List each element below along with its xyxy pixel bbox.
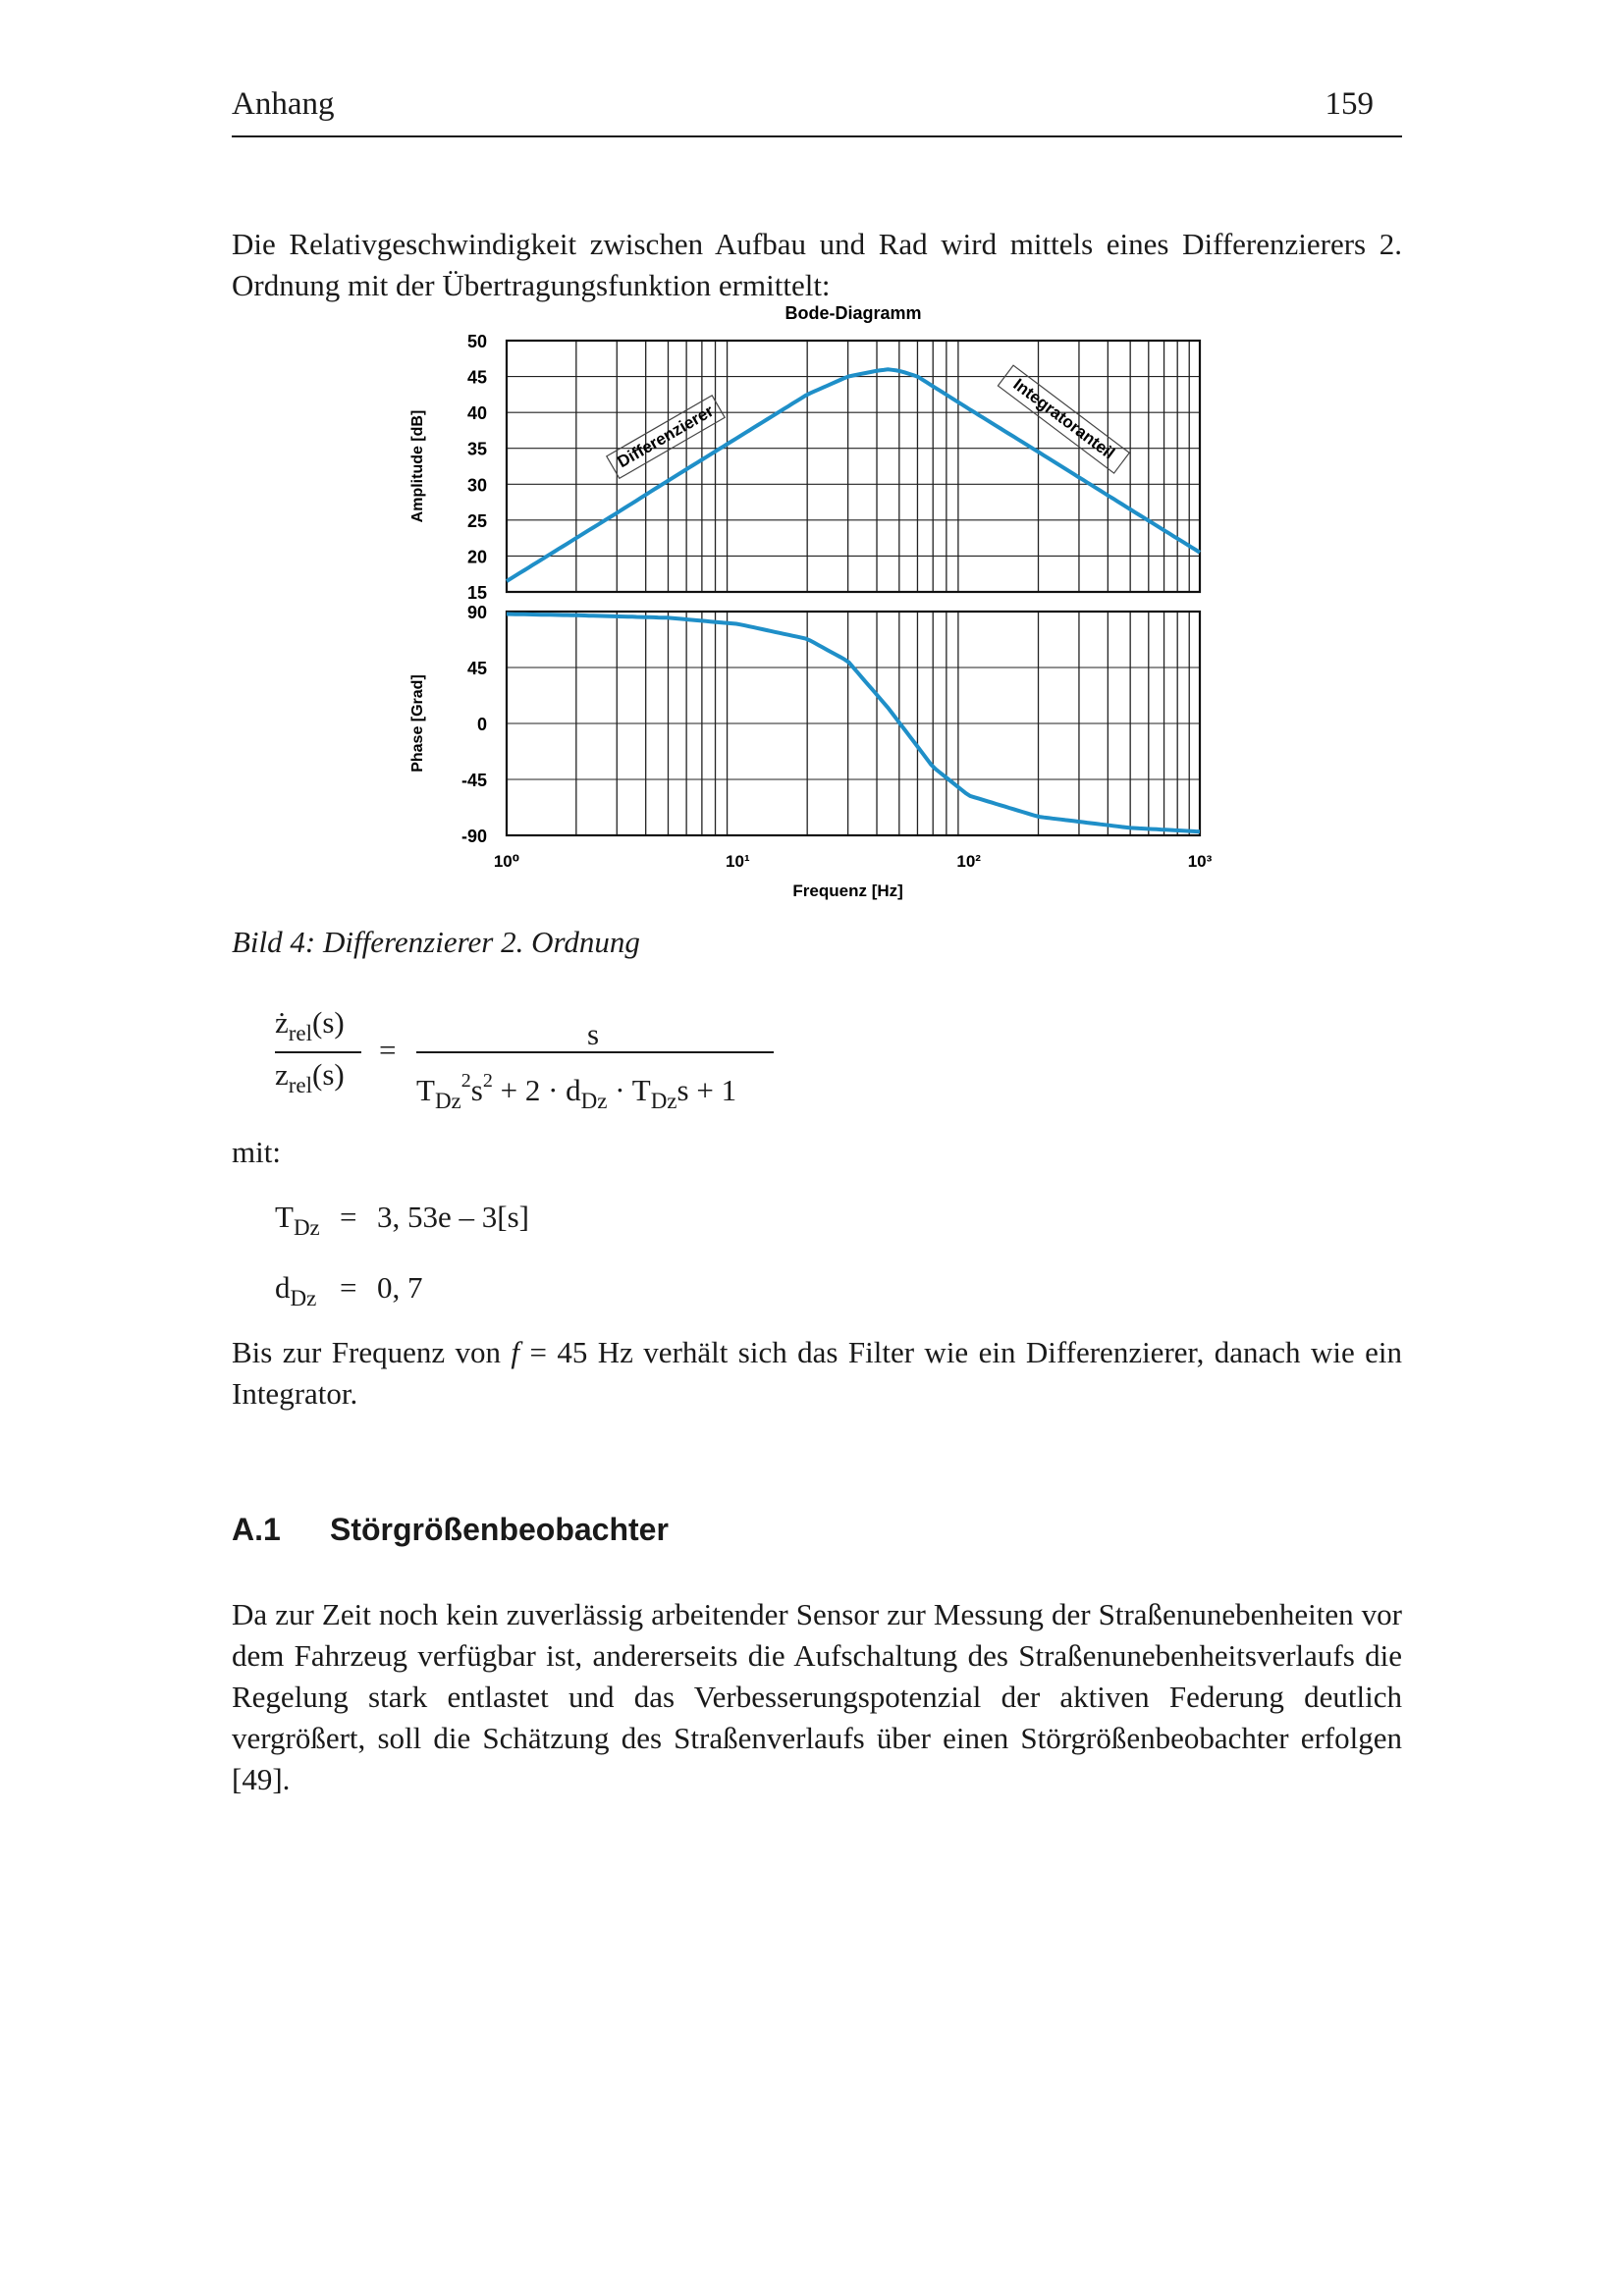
argument: (s) bbox=[312, 1057, 345, 1092]
frequency-variable: f bbox=[511, 1335, 520, 1369]
equals-sign: = bbox=[379, 1033, 397, 1067]
y-axis-label: Amplitude [dB] bbox=[409, 409, 426, 523]
rel-subscript: rel bbox=[288, 1073, 313, 1097]
param-tdz-equals: = bbox=[340, 1200, 357, 1234]
dot-term: · T bbox=[607, 1073, 651, 1107]
section-number: A.1 bbox=[232, 1512, 281, 1547]
rhs-denominator bbox=[416, 1070, 736, 1114]
annotation-differenzierer: Differenzierer bbox=[614, 401, 717, 472]
end-term: s + 1 bbox=[676, 1073, 737, 1107]
x-tick-label: 10¹ bbox=[726, 852, 750, 871]
y-tick-label: 90 bbox=[466, 603, 487, 622]
param-ddz-equals: = bbox=[340, 1270, 357, 1305]
header-rule bbox=[232, 135, 1402, 137]
x-tick-label: 10⁰ bbox=[493, 852, 520, 871]
z-dot: ż bbox=[275, 1005, 289, 1040]
series-line-phase bbox=[507, 614, 1200, 832]
param-ddz-value: 0, 7 bbox=[377, 1270, 423, 1305]
frequency-paragraph bbox=[232, 1332, 1402, 1415]
rhs-numerator: s bbox=[587, 1017, 600, 1051]
t-symbol: T bbox=[416, 1073, 435, 1107]
param-symbol: T bbox=[275, 1200, 294, 1234]
lhs-fraction-bar bbox=[275, 1051, 361, 1053]
annotation-integratoranteil: Integratoranteil bbox=[1009, 374, 1118, 463]
z-symbol: z bbox=[275, 1057, 289, 1092]
section-paragraph: Da zur Zeit noch kein zuverlässig arbeitender Sensor zur Messung der Straßenunebenheiten vor dem Fahrzeug verfügbar ist, andererseits die Aufschaltung des Straßenunebenheitsverlaufs die Regelung stark entlastet und das Verbesserungspotenzial der aktiven Federung deutlich vergrößert, soll die Schätzung des Straßenverlaufs über einen Störgrößenbeobachter erfolgen [49]. bbox=[232, 1597, 1402, 1796]
y-axis-label: Phase [Grad] bbox=[409, 674, 426, 773]
exponent: 2 bbox=[482, 1070, 493, 1092]
figure-caption: Bild 4: Differenzierer 2. Ordnung bbox=[232, 925, 640, 959]
frequency-text-post: = 45 Hz verhält sich das Filter wie ein Differenzierer, danach wie ein Integrator. bbox=[232, 1335, 1402, 1411]
y-tick-label: 40 bbox=[466, 403, 487, 424]
x-axis-label: Frequenz [Hz] bbox=[792, 881, 903, 900]
dz-subscript: Dz bbox=[580, 1089, 608, 1113]
y-tick-label: 20 bbox=[466, 547, 487, 567]
running-header: Anhang bbox=[232, 86, 335, 122]
argument: (s) bbox=[312, 1005, 345, 1040]
s-symbol: s bbox=[470, 1073, 483, 1107]
param-tdz bbox=[275, 1200, 320, 1241]
exponent: 2 bbox=[460, 1070, 471, 1092]
lhs-numerator bbox=[275, 1005, 345, 1046]
y-tick-label: -45 bbox=[460, 771, 487, 790]
rel-subscript: rel bbox=[288, 1021, 313, 1045]
frequency-text-pre: Bis zur Frequenz von bbox=[232, 1335, 512, 1369]
x-tick-label: 10² bbox=[956, 852, 981, 871]
dz-subscript: Dz bbox=[434, 1089, 461, 1113]
y-tick-label: 45 bbox=[466, 659, 487, 678]
x-tick-label: 10³ bbox=[1187, 852, 1213, 871]
section-title: Störgrößenbeobachter bbox=[330, 1512, 669, 1547]
mit-label: mit: bbox=[232, 1135, 281, 1169]
chart-title: Bode-Diagramm bbox=[784, 303, 922, 323]
middle-term: + 2 · d bbox=[492, 1073, 581, 1107]
bode-diagram bbox=[393, 299, 1237, 918]
plot-frame bbox=[507, 341, 1200, 592]
y-tick-label: 50 bbox=[466, 332, 487, 351]
y-tick-label: 35 bbox=[466, 439, 487, 459]
y-tick-label: 30 bbox=[466, 475, 487, 496]
y-tick-label: 15 bbox=[466, 583, 487, 603]
series-line-amplitude bbox=[507, 369, 1200, 581]
y-tick-label: 45 bbox=[466, 367, 487, 388]
dz-subscript: Dz bbox=[650, 1089, 677, 1113]
param-tdz-value: 3, 53e – 3[s] bbox=[377, 1200, 529, 1234]
y-tick-label: 25 bbox=[466, 510, 487, 531]
y-tick-label: 0 bbox=[476, 715, 487, 734]
lhs-denominator bbox=[275, 1057, 345, 1098]
page-number: 159 bbox=[1325, 86, 1374, 122]
param-subscript: Dz bbox=[290, 1286, 317, 1310]
rhs-fraction-bar bbox=[416, 1051, 774, 1053]
param-ddz bbox=[275, 1270, 316, 1311]
y-tick-label: -90 bbox=[460, 827, 487, 846]
param-symbol: d bbox=[275, 1270, 291, 1305]
intro-paragraph: Die Relativgeschwindigkeit zwischen Aufbau und Rad wird mittels eines Differenzierers 2. Ordnung mit der Übertragungsfunktion ermittelt: bbox=[232, 227, 1402, 302]
param-subscript: Dz bbox=[293, 1215, 320, 1240]
